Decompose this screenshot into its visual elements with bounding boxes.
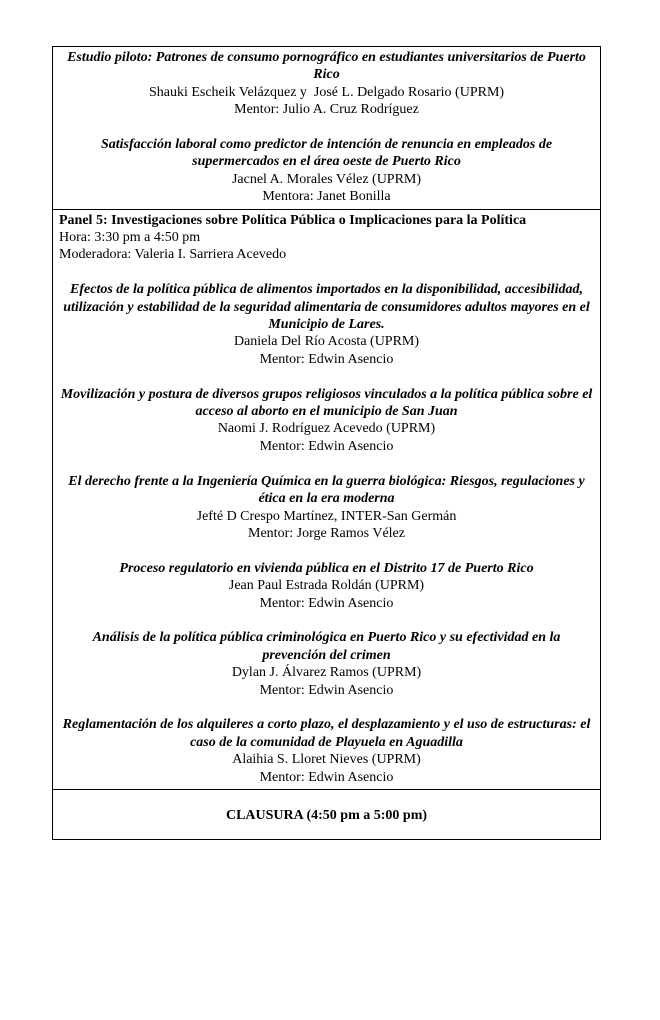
presentation-title: Proceso regulatorio en vivienda pública en el Distrito 17 de Puerto Rico <box>119 560 534 576</box>
presentation-authors: Shauki Escheik Velázquez y José L. Delgado Rosario (UPRM) <box>148 84 505 100</box>
presentation-title: Movilización y postura de diversos grupos religiosos vinculados a la política pública sobre el acceso al aborto en el municipio de San Juan <box>60 386 593 420</box>
presentation-mentor: Mentor: Julio A. Cruz Rodríguez <box>234 102 419 118</box>
presentation-title: Reglamentación de los alquileres a corto plazo, el desplazamiento y el uso de estructuras: el caso de la comunidad de Playuela en Aguadilla <box>62 717 591 750</box>
presentation-mentor: Mentor: Edwin Asencio <box>259 769 394 785</box>
presentation-mentor: Mentor: Edwin Asencio <box>259 438 394 454</box>
presentation-title: El derecho frente a la Ingeniería Química en la guerra biológica: Riesgos, regulaciones y ética en la era moderna <box>68 473 585 507</box>
panel-header <box>59 212 594 264</box>
presentation-mentor: Mentor: Edwin Asencio <box>259 682 394 698</box>
panel-time: Hora: 3:30 pm a 4:50 pm <box>59 230 201 246</box>
presentation-mentor: Mentor: Jorge Ramos Vélez <box>248 525 405 541</box>
presentation-authors: Jacnel A. Morales Vélez (UPRM) <box>231 171 422 187</box>
panel-5-cell <box>53 209 600 789</box>
spacer <box>59 264 594 281</box>
presentation-entry <box>59 281 594 368</box>
presentation-authors: Naomi J. Rodríguez Acevedo (UPRM) <box>217 421 436 437</box>
presentation-authors: Dylan J. Álvarez Ramos (UPRM) <box>231 665 422 681</box>
presentation-authors: Alaihia S. Lloret Nieves (UPRM) <box>232 752 421 768</box>
presentation-entry <box>59 560 594 612</box>
presentation-entry <box>59 473 594 543</box>
closing-cell <box>53 789 600 839</box>
presentation-title: Estudio piloto: Patrones de consumo pornográfico en estudiantes universitarios de Puerto Rico <box>67 50 586 83</box>
closing-label: CLAUSURA (4:50 pm a 5:00 pm) <box>225 807 428 823</box>
presentation-title: Análisis de la política pública criminológica en Puerto Rico y su efectividad en la prevención del crimen <box>92 630 561 663</box>
presentation-title: Satisfacción laboral como predictor de intención de renuncia en empleados de supermercados en el área oeste de Puerto Rico <box>100 137 553 170</box>
presentation-entry <box>59 629 594 699</box>
presentation-authors: Jean Paul Estrada Roldán (UPRM) <box>228 578 425 594</box>
presentation-mentor: Mentor: Edwin Asencio <box>259 595 394 611</box>
presentation-entry <box>59 716 594 786</box>
section-presentations-cell <box>53 47 600 209</box>
presentation-mentor: Mentora: Janet Bonilla <box>262 189 391 205</box>
panel-moderator: Moderadora: Valeria I. Sarriera Acevedo <box>59 247 287 263</box>
panel-title: Panel 5: Investigaciones sobre Política Pública o Implicaciones para la Política <box>59 212 527 228</box>
presentation-mentor: Mentor: Edwin Asencio <box>259 351 394 367</box>
presentation-title: Efectos de la política pública de alimentos importados en la disponibilidad, accesibilidad, utilización y estabilidad de la seguridad alimentaria de consumidores adultos mayores en el Municipio de Lares. <box>63 282 590 333</box>
presentation-entry <box>59 136 594 206</box>
presentation-authors: Daniela Del Río Acosta (UPRM) <box>233 334 420 350</box>
presentation-authors: Jefté D Crespo Martínez, INTER-San Germán <box>196 508 457 524</box>
presentation-entry <box>59 49 594 119</box>
presentation-entry <box>59 386 594 456</box>
program-table <box>52 46 601 840</box>
